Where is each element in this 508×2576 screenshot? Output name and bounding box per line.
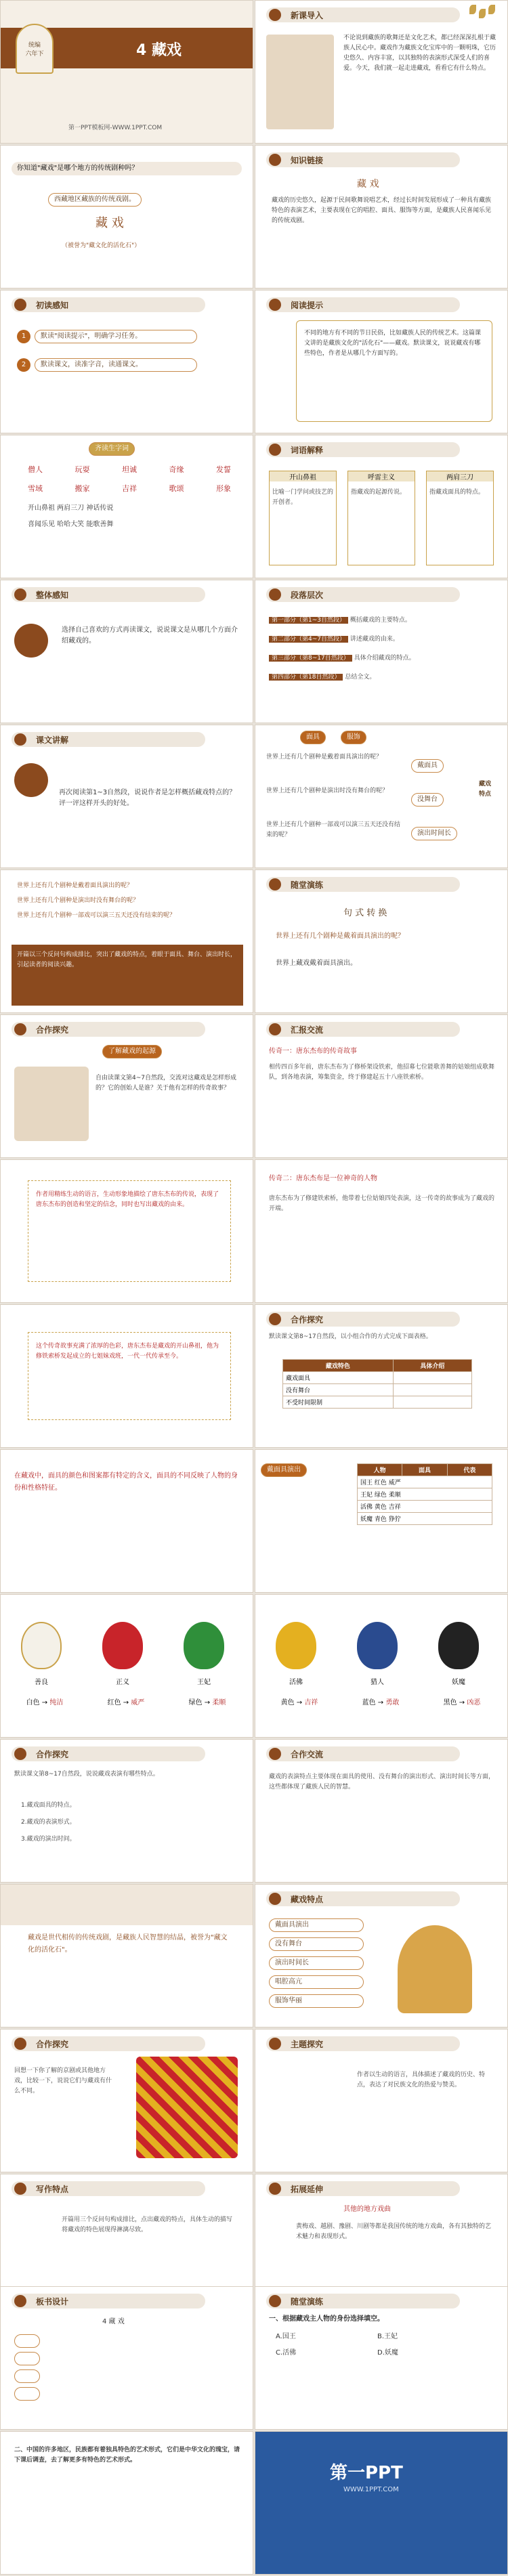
red-mask-icon	[102, 1622, 143, 1669]
slide-title: 拓展延伸	[291, 2185, 324, 2194]
comment2-text: 这个传奇故事充满了浓厚的色彩，唐东杰布是藏戏的开山鼻祖，他为修铁索桥发起成立的七姐妹戏班，一代一代传承至今。	[36, 1343, 219, 1360]
feature-item-1: 戴面具演出	[269, 1918, 364, 1932]
mask-6-meaning: 黑色 → 凶恶	[443, 1699, 481, 1706]
slide-title: 初读感知	[36, 301, 69, 310]
theme-text: 作者以生动的语言，具体描述了藏戏的历史、特点，表达了对民族文化的热爱与赞美。	[357, 2071, 486, 2088]
slide-banner	[0, 1884, 253, 2027]
slide-title: 合作探究	[291, 1315, 324, 1325]
explore-sub: 了解藏戏的起源	[102, 1045, 162, 1058]
blue-mask-icon	[357, 1622, 398, 1669]
mask-4-meaning: 黄色 → 吉祥	[280, 1699, 318, 1706]
rhet-explain: 开篇以三个反问句构成排比，突出了藏戏的特点，着眼于面具、舞台、演出时长，引起读者的阅读兴趣。	[12, 945, 243, 1006]
question-text: 你知道"藏戏"是哪个地方的传统剧种吗？	[12, 162, 242, 175]
comment-text: 作者用精练生动的语言，生动形象地描绘了唐东杰布的传说，表现了唐东杰布的创造和坚定的信念，同时也写出藏戏的由来。	[36, 1191, 219, 1208]
mask-1-meaning: 白色 → 纯洁	[26, 1699, 64, 1706]
feature-q3: 世界上还有几个剧种一部戏可以演三五天还没有结束的呢？	[266, 821, 401, 838]
slide-title: 段落层次	[291, 591, 324, 600]
practice-a: 世界上藏戏戴着面具演出。	[276, 960, 357, 967]
slide-title: 板书设计	[36, 2297, 69, 2306]
rhet-q1: 世界上还有几个剧种是戴着面具演出的呢？	[17, 882, 133, 889]
legend2-heading: 传奇二：唐东杰布是一位神奇的人物	[269, 1175, 377, 1182]
slide-title: 知识链接	[291, 156, 324, 165]
slide-logo	[255, 2431, 508, 2575]
slide-theme	[255, 2029, 508, 2172]
board-row-2: 面具	[14, 2352, 40, 2365]
word-card-3: 两肩三刀 指藏戏面具的特点。	[426, 471, 494, 565]
slide-mask-table	[255, 1449, 508, 1593]
explore2-a1: 1.藏戏面具的特点。	[21, 1802, 76, 1809]
intro-image	[266, 35, 334, 129]
mask-5-name: 猎人	[371, 1679, 384, 1686]
mask-table: 人物 面具 代表 国王 红色 威严 王妃 绿色 柔顺 活佛 黄色 吉祥 妖魔 青色 狰狞	[357, 1463, 492, 1525]
knowledge-text: 藏戏的历史悠久，起源于民间歌舞说唱艺术，经过长时间发展形成了一种具有藏族特色的表演艺术，主要表现在它的唱腔、面具、服饰等方面，是藏族人民喜闻乐见的传统戏剧。	[272, 197, 492, 224]
feature-k3: 演出时间长	[411, 827, 457, 840]
explore2-instruction: 默读课文第8~17自然段，说说藏戏表演有哪些特点。	[14, 1771, 159, 1778]
feature-k2: 没舞台	[411, 793, 444, 807]
lecture-text: 再次阅读第1~3自然段，说说作者是怎样概括藏戏特点的？评一评这样开头的好处。	[59, 789, 236, 807]
mask-4-name: 活佛	[289, 1679, 303, 1686]
explore-text: 自由读课文第4~7自然段，交流对这藏戏是怎样形成的？它的创始人是谁？关于他有怎样的传奇故事？	[96, 1075, 236, 1092]
slide-title: 合作探究	[36, 1025, 69, 1035]
logo-text: 第一PPT	[330, 2463, 403, 2483]
extension-heading: 其他的地方戏曲	[343, 2206, 391, 2213]
title-note: （被誉为"藏文化的活化石"）	[62, 242, 141, 249]
performer-image	[398, 1925, 472, 2013]
slide-comment2	[0, 1304, 253, 1448]
slide-first-reading	[0, 290, 253, 433]
board-row-1: 形成	[14, 2334, 40, 2348]
feature-item-5: 服饰华丽	[269, 1994, 364, 2008]
intro-text: 不论说到藏族的歌舞还是文化艺术，都已经深深扎根于藏族人民心中。藏戏作为藏族文化宝库中的一颗明珠，它历史悠久、内容丰富，以其独特的表演形式深受人们的喜爱。今天，我们就一起走进藏戏，看看它有什么特点。	[343, 35, 496, 72]
mask-5-meaning: 蓝色 → 勇敢	[362, 1699, 400, 1706]
para-2: 第二部分（第4~7自然段） 讲述藏戏的由来。	[269, 635, 492, 645]
slide-features-list	[255, 1884, 508, 2027]
mask-3-meaning: 绿色 → 柔顺	[188, 1699, 226, 1706]
board-heading: 4 藏 戏	[102, 2318, 125, 2325]
slide-overall	[0, 580, 253, 723]
slide-title: 主题探究	[291, 2040, 324, 2049]
practice-heading: 句 式 转 换	[343, 908, 387, 918]
slide-rhetoric	[0, 870, 253, 1013]
slide-title: 随堂演练	[291, 2297, 324, 2306]
feature-item-4: 唱腔高亢	[269, 1975, 364, 1989]
exchange-text: 藏戏的表演特点主要体现在面具的使用、没有舞台的演出形式、演出时间长等方面，这些都体现了藏族人民的智慧。	[269, 1774, 495, 1790]
slide-paragraphs	[255, 580, 508, 723]
word-card-2: 呼雷主义 指藏戏的起源传说。	[347, 471, 415, 565]
legend2-text: 唐东杰布为了修建铁索桥，他带着七位姑娘四处表演，这一传奇的故事成为了藏戏的开端。	[269, 1195, 495, 1212]
board-row-4: 演出	[14, 2387, 40, 2401]
slide-title: 合作交流	[291, 1750, 324, 1759]
vocab-row-1: 僧人 玩耍 坦诚 奇缘 发誓	[28, 465, 231, 474]
banner-top	[1, 1885, 253, 1925]
slide-title: 阅读提示	[291, 301, 324, 310]
phrase-row-2: 喜闻乐见 哈哈大笑 能歌善舞	[28, 521, 114, 528]
slide-title: 词语解释	[291, 446, 324, 455]
slide-word-explain	[255, 435, 508, 578]
rhet-q3: 世界上还有几个剧种一部戏可以演三五天还没有结束的呢？	[17, 912, 176, 919]
feature-q2: 世界上还有几个剧种是演出时没有舞台的呢？	[266, 788, 389, 794]
para-1: 第一部分（第1~3自然段） 概括藏戏的主要特点。	[269, 616, 492, 626]
slide-vocab	[0, 435, 253, 578]
compare-text: 回想一下你了解的京剧或其他地方戏，比较一下，说说它们与藏戏有什么不同。	[14, 2067, 112, 2095]
features-side-label: 藏戏特点	[479, 781, 492, 798]
mask-2-meaning: 红色 → 威严	[107, 1699, 145, 1706]
slide-masks-2	[255, 1594, 508, 1738]
slide-title: 合作探究	[36, 1750, 69, 1759]
slide-intro	[255, 0, 508, 144]
phrase-row-1: 开山鼻祖 两肩三刀 神话传说	[28, 505, 114, 512]
task-1: 默读"阅读提示"，明确学习任务。	[35, 330, 197, 343]
feature-item-2: 没有舞台	[269, 1937, 364, 1951]
option-c: C.活佛	[276, 2349, 297, 2357]
cover-slide	[0, 0, 253, 144]
slide-masks-1	[0, 1594, 253, 1738]
mask-6-name: 妖魔	[452, 1679, 465, 1686]
slide-report	[255, 1014, 508, 1158]
option-a: A.国王	[276, 2333, 296, 2340]
writing-text: 开篇用三个反问句构成排比，点出藏戏的特点，具体生动的描写将藏戏的特色展现得淋漓尽致。	[62, 2216, 233, 2233]
slide-exercise	[255, 2286, 508, 2430]
extension-text: 黄梅戏、越剧、豫剧、川剧等都是我国传统的地方戏曲，各有其独特的艺术魅力和表现形式。	[296, 2223, 492, 2240]
banner-text: 藏戏是世代相传的传统戏剧，是藏族人民智慧的结晶，被誉为"藏文化的活化石"。	[28, 1934, 228, 1954]
tag-costume: 服饰	[341, 731, 366, 744]
slide-knowledge	[255, 145, 508, 288]
step-1: 1	[17, 330, 30, 343]
slide-mask-text	[0, 1449, 253, 1593]
slide-explore2	[0, 1739, 253, 1883]
slide-features	[255, 725, 508, 868]
report-heading: 传奇一：唐东杰布的传奇故事	[269, 1048, 357, 1055]
slide-board	[0, 2286, 253, 2430]
vocab-title: 齐读生字词	[89, 442, 135, 456]
slide-title: 藏戏特点	[291, 1895, 324, 1904]
explore-image	[14, 1067, 89, 1141]
lecture-icon	[14, 763, 48, 797]
slide-explore	[0, 1014, 253, 1158]
big-title: 藏 戏	[96, 216, 124, 230]
board-row-3: 舞台	[14, 2369, 40, 2383]
rhet-q2: 世界上还有几个剧种是演出时没有舞台的呢？	[17, 897, 140, 904]
knowledge-heading: 藏 戏	[357, 179, 379, 190]
slide-title: 写作特点	[36, 2185, 69, 2194]
slide-title: 汇报交流	[291, 1025, 324, 1035]
slide-exchange	[255, 1739, 508, 1883]
slide-question	[0, 145, 253, 288]
slide-comment1	[0, 1159, 253, 1303]
para-4: 第四部分（第18自然段） 总结全文。	[269, 672, 492, 683]
cover-title: 4 藏戏	[136, 42, 182, 59]
logo-sub: WWW.1PPT.COM	[343, 2486, 399, 2493]
slide-compare	[0, 2029, 253, 2172]
option-b: B.王妃	[377, 2333, 398, 2340]
slide-practice	[255, 870, 508, 1013]
word-card-1: 开山鼻祖 比喻一门学问或技艺的开创者。	[269, 471, 337, 565]
mask-2-name: 正义	[116, 1679, 129, 1686]
yellow-mask-icon	[276, 1622, 316, 1669]
green-mask-icon	[184, 1622, 224, 1669]
mask-3-name: 王妃	[197, 1679, 211, 1686]
mask-table-tag: 戴面具演出	[261, 1463, 307, 1477]
homework-text: 二、中国的许多地区，民族都有着独具特色的艺术形式，它们是中华文化的瑰宝，请下课后调查，去了解更多有特色的艺术形式。	[14, 2447, 240, 2464]
vocab-row-2: 雪域 搬家 吉祥 歌颂 形象	[28, 484, 231, 493]
answer-pill: 西藏地区藏族的传统戏剧。	[48, 193, 142, 207]
feature-item-3: 演出时间长	[269, 1956, 364, 1970]
feature-k1: 戴面具	[411, 759, 444, 773]
overall-icon	[14, 624, 48, 658]
mask-text: 在藏戏中，面具的颜色和图案都有特定的含义，面具的不同反映了人物的身份和性格特征。	[14, 1472, 238, 1492]
slide-lecture	[0, 725, 253, 868]
white-mask-icon	[21, 1622, 62, 1669]
cover-footer: 第一PPT模板网-WWW.1PPT.COM	[68, 125, 163, 131]
slide-title: 课文讲解	[36, 735, 69, 745]
table-instruction: 默读课文第8~17自然段，以小组合作的方式完成下面表格。	[269, 1333, 432, 1340]
slide-title: 新课导入	[291, 11, 324, 20]
option-d: D.妖魔	[377, 2349, 398, 2357]
opera-masks-image	[136, 2057, 238, 2158]
para-3: 第三部分（第8~17自然段） 具体介绍藏戏的特点。	[269, 653, 492, 664]
report-text: 相传四百多年前，唐东杰布为了修桥架设铁索，他招募七位能歌善舞的姑娘组成歌舞队，到各地表演，筹集资金，终于修建起五十八座铁索桥。	[269, 1064, 495, 1081]
black-mask-icon	[438, 1622, 479, 1669]
explore2-a3: 3.藏戏的演出时间。	[21, 1836, 76, 1843]
practice-q: 世界上还有几个剧种是戴着面具演出的呢？	[276, 932, 404, 940]
slide-title: 随堂演练	[291, 880, 324, 890]
task-2: 默读课文，读准字音，读通课文。	[35, 358, 197, 372]
explore2-a2: 2.藏戏的表演形式。	[21, 1819, 76, 1826]
slide-reading-tip	[255, 290, 508, 433]
tag-mask: 面具	[300, 731, 326, 744]
mask-1-name: 善良	[35, 1679, 48, 1686]
slide-title: 合作探究	[36, 2040, 69, 2049]
overall-text: 选择自己喜欢的方式再读课文，说说课文是从哪几个方面介绍藏戏的。	[62, 626, 238, 645]
slide-title: 整体感知	[36, 591, 69, 600]
grade-badge: 统编 六年下	[16, 24, 54, 74]
feature-q1: 世界上还有几个剧种是戴着面具演出的呢？	[266, 754, 383, 760]
slide-legend2	[255, 1159, 508, 1303]
slide-table	[255, 1304, 508, 1448]
tip-text: 不同的地方有不同的节日民俗，比如藏族人民的传统艺术。这篇课文讲的是藏族文化的"活化石"——藏戏。默读课文，说说藏戏有哪些特色，作者是从哪几个方面写的。	[304, 330, 482, 357]
step-2: 2	[17, 358, 30, 372]
feature-table: 藏戏特色 具体介绍 藏戏面具 没有舞台 不受时间限制	[282, 1359, 472, 1409]
exercise-heading: 一、根据藏戏主人物的身份选择填空。	[269, 2315, 384, 2323]
slide-homework	[0, 2431, 253, 2575]
